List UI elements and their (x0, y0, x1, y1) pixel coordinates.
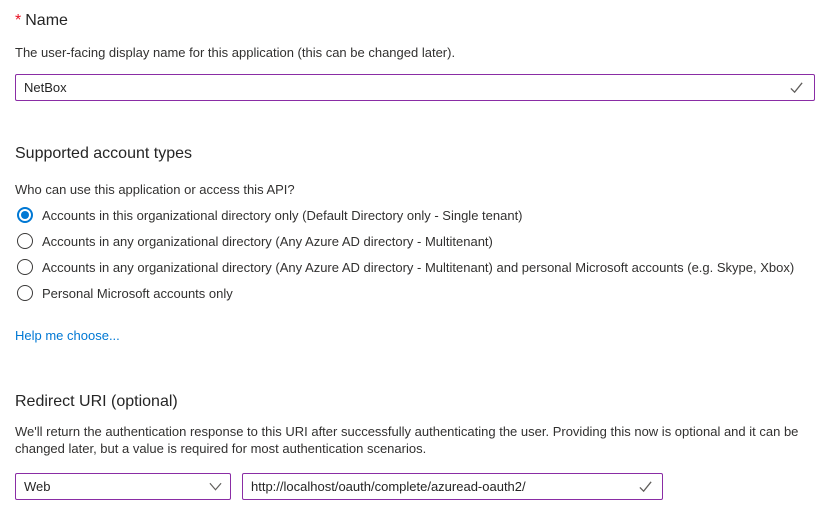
radio-option-label: Accounts in this organizational directory only (Default Directory only - Single tenant) (42, 207, 523, 223)
name-description: The user-facing display name for this application (this can be changed later). (15, 45, 456, 60)
radio-option-label: Accounts in any organizational directory (Any Azure AD directory - Multitenant) and personal Microsoft accounts (e.g. Skype, Xbox) (42, 259, 795, 275)
redirect-uri-title: Redirect URI (optional) (15, 393, 178, 410)
name-title-text: Name (25, 12, 68, 29)
name-section-title (15, 10, 814, 32)
name-input-wrap (15, 74, 814, 101)
account-types-radio-group (15, 202, 814, 306)
radio-icon[interactable] (17, 233, 33, 249)
account-type-option[interactable] (15, 228, 814, 254)
redirect-uri-description: We'll return the authentication response to this URI after successfully authenticating the user. Providing this now is optional and it can be changed later, but a value is required for most authentication scenarios. (15, 424, 799, 456)
name-input[interactable] (15, 74, 815, 101)
platform-select[interactable] (15, 473, 231, 500)
account-type-option[interactable] (15, 280, 814, 306)
help-me-choose-link[interactable]: Help me choose... (15, 328, 120, 343)
radio-option-label: Personal Microsoft accounts only (42, 285, 233, 301)
required-marker: * (15, 12, 22, 29)
radio-option-label: Accounts in any organizational directory (Any Azure AD directory - Multitenant) (42, 233, 493, 249)
radio-icon[interactable] (17, 207, 33, 223)
redirect-uri-input-wrap (242, 473, 663, 500)
redirect-uri-row (15, 473, 814, 500)
account-types-question: Who can use this application or access this API? (15, 182, 295, 197)
redirect-uri-input[interactable] (242, 473, 663, 500)
account-type-option[interactable] (15, 202, 814, 228)
platform-select-wrap (15, 473, 231, 500)
radio-icon[interactable] (17, 285, 33, 301)
radio-icon[interactable] (17, 259, 33, 275)
platform-selected-value: Web (24, 479, 51, 494)
account-types-title: Supported account types (15, 145, 193, 162)
account-type-option[interactable] (15, 254, 814, 280)
